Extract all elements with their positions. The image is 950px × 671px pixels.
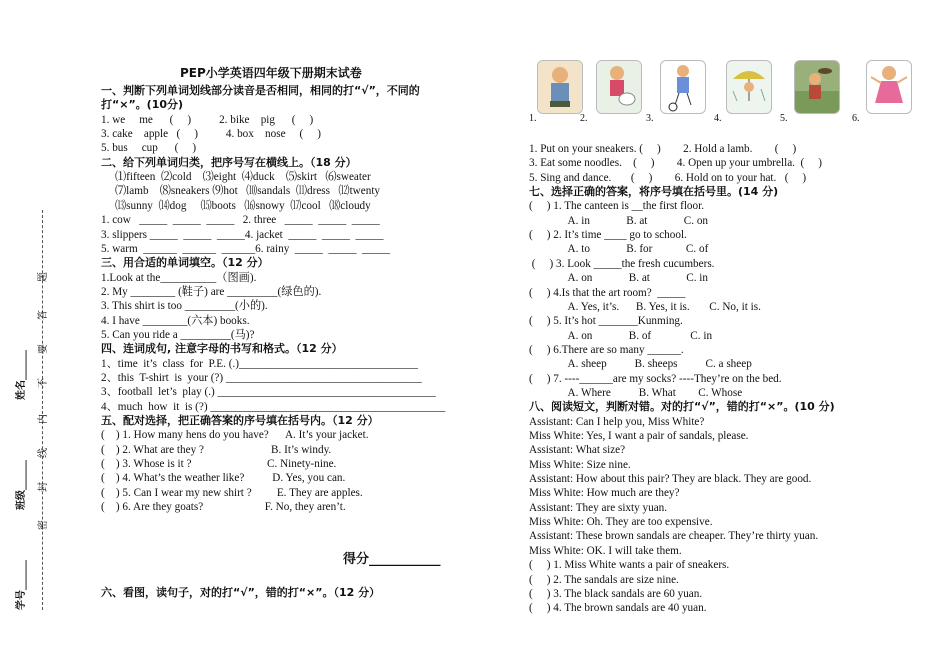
seal-char: 题 [38,272,49,282]
question-line: Assistant: What size? [529,444,626,457]
question-line: ⒀sunny ⒁dog ⒂boots ⒃snowy ⒄cool ⒅cloudy [101,199,371,212]
picture-label: 5. [780,113,788,124]
question-line: ( ) 5. Can I wear my new shirt ? E. They are apples. [101,486,363,499]
question-line: ( ) 3. Whose is it ? C. Ninety-nine. [101,458,337,471]
picture-5-hat [794,60,840,114]
section-heading: 打“×”。(10分) [101,98,184,112]
section-heading: 四、连词成句, 注意字母的书写和格式。（12 分） [101,342,343,356]
question-line: Miss White: How much are they? [529,487,680,500]
picture-6-dance [866,60,912,114]
question-line: 2. My ________ (鞋子) are _________(绿色的). [101,285,322,298]
question-line: 2、this T-shirt is your (?) ___________________________________ [101,372,422,384]
question-line: Miss White: Oh. They are too expensive. [529,516,713,529]
name-label: 姓名______ [16,350,27,400]
seal-char: 封 [38,482,49,492]
section-6-heading: 六、看图，读句子，对的打“√”，错的打“×”。（12 分） [101,586,381,599]
question-line: 5. Can you ride a _________(马)? [101,328,255,341]
question-line: 4、much how it is (?) __________________________________________ [101,400,446,413]
question-line: ( ) 2. It’s time ____ go to school. [529,229,687,242]
question-line: ⑴fifteen ⑵cold ⑶eight ⑷duck ⑸skirt ⑹sweater [101,171,371,184]
question-line: Assistant: How about this pair? They are black. They are good. [529,473,812,486]
question-line: Miss White: Yes, I want a pair of sandals, please. [529,430,749,442]
picture-3-noodles [660,60,706,114]
score-label: 得分___________ [343,552,441,567]
question-line: ( ) 1. The canteen is __the first floor. [529,200,705,213]
picture-label: 3. [646,113,654,124]
seal-char: 不 [38,378,49,388]
question-line: 5. warm ______ ______ ______6. rainy _____ _____ _____ [101,242,390,255]
question-line: 1. cow _____ _____ _____ 2. three _____ _____ _____ [101,214,380,227]
picture-label: 1. [529,113,537,124]
question-line: 5. bus cup ( ) [101,142,197,155]
question-line: A. on B. at C. in [529,272,709,285]
question-line: ( ) 4.Is that the art room? _____ [529,286,686,299]
section-heading: 七、选择正确的答案，将序号填在括号里。(14 分) [529,185,779,199]
question-line: ( ) 1. Miss White wants a pair of sneakers. [529,559,730,572]
page-title: PEP小学英语四年级下册期末试卷 [180,66,362,80]
question-line: ( ) 6. Are they goats? F. No, they aren’t. [101,501,346,514]
question-line: 5. Sing and dance. ( ) 6. Hold on to your hat. ( ) [529,171,807,184]
section-heading: 二、给下列单词归类，把序号写在横线上。（18 分） [101,155,357,169]
question-line: ( ) 7. ----______are my socks? ----They’re on the bed. [529,372,782,385]
question-line: Miss White: OK. I will take them. [529,544,682,557]
question-line: A. Where B. What C. Whose [529,386,743,399]
question-line: Assistant: Can I help you, Miss White? [529,415,705,428]
seal-char: 要 [38,344,49,354]
question-line: ( ) 3. Look _____the fresh cucumbers. [529,257,715,270]
question-line: 1. we me ( ) 2. bike pig ( ) [101,113,314,126]
question-line: Assistant: They are sixty yuan. [529,501,668,514]
picture-label: 4. [714,113,722,124]
question-line: ( ) 2. What are they ? B. It’s windy. [101,443,332,456]
picture-1-sneakers [537,60,583,114]
question-line: 3、football let’s play (.) _______________________________________ [101,386,436,399]
question-line: Miss White: Size nine. [529,458,631,471]
seal-char: 线 [38,448,49,458]
binding-margin [6,210,66,620]
section-heading: 五、配对选择，把正确答案的序号填在括号内。（12 分） [101,414,379,428]
question-line: A. to B. for C. of [529,243,709,256]
picture-4-umbrella [726,60,772,114]
question-line: 1. Put on your sneakers. ( ) 2. Hold a lamb. ( ) [529,143,797,155]
question-line: ⑺lamb ⑻sneakers ⑼hot ⑽sandals ⑾dress ⑿twenty [101,185,381,198]
question-line: ( ) 1. How many hens do you have? A. It’s your jacket. [101,429,369,442]
question-line: ( ) 2. The sandals are size nine. [529,573,679,586]
seal-char: 密 [38,520,49,530]
question-line: 3. cake apple ( ) 4. box nose ( ) [101,128,321,141]
question-line: 1.Look at the__________（图画). [101,271,257,284]
question-line: A. sheep B. sheeps C. a sheep [529,358,752,371]
section-heading: 三、用合适的单词填空。（12 分） [101,256,269,270]
question-line: A. in B. at C. on [529,214,709,227]
class-label: 班级______ [16,460,27,510]
seal-char: 内 [38,414,49,424]
question-line: ( ) 6.There are so many ______. [529,343,684,356]
question-line: ( ) 5. It’s hot _______Kunming. [529,315,683,328]
question-line: 3. slippers _____ _____ _____4. jacket _____ _____ _____ [101,228,384,241]
section-heading: 八、阅读短文，判断对错。对的打“√”，错的打“×”。(10 分) [529,400,835,414]
student-number-label: 学号______ [16,560,27,610]
question-line: Assistant: These brown sandals are cheaper. They’re thirty yuan. [529,530,819,543]
question-line: A. Yes, it’s. B. Yes, it is. C. No, it is. [529,300,761,313]
question-line: ( ) 4. The brown sandals are 40 yuan. [529,602,707,615]
question-line: ( ) 3. The black sandals are 60 yuan. [529,587,703,600]
question-line: ( ) 4. What’s the weather like? D. Yes, you can. [101,472,346,485]
picture-label: 2. [580,113,588,124]
question-line: 4. I have ________(六本) books. [101,314,250,327]
question-line: 3. Eat some noodles. ( ) 4. Open up your umbrella. ( ) [529,157,822,170]
seal-char: 答 [38,310,49,320]
picture-label: 6. [852,113,860,124]
picture-2-lamb [596,60,642,114]
question-line: A. on B. of C. in [529,329,713,342]
section-heading: 一、判断下列单词划线部分读音是否相同，相同的打“√”，不同的 [101,84,420,97]
question-line: 3. This shirt is too _________(小的). [101,300,268,313]
question-line: 1、time it’s class for P.E. (.)________________________________ [101,357,418,370]
